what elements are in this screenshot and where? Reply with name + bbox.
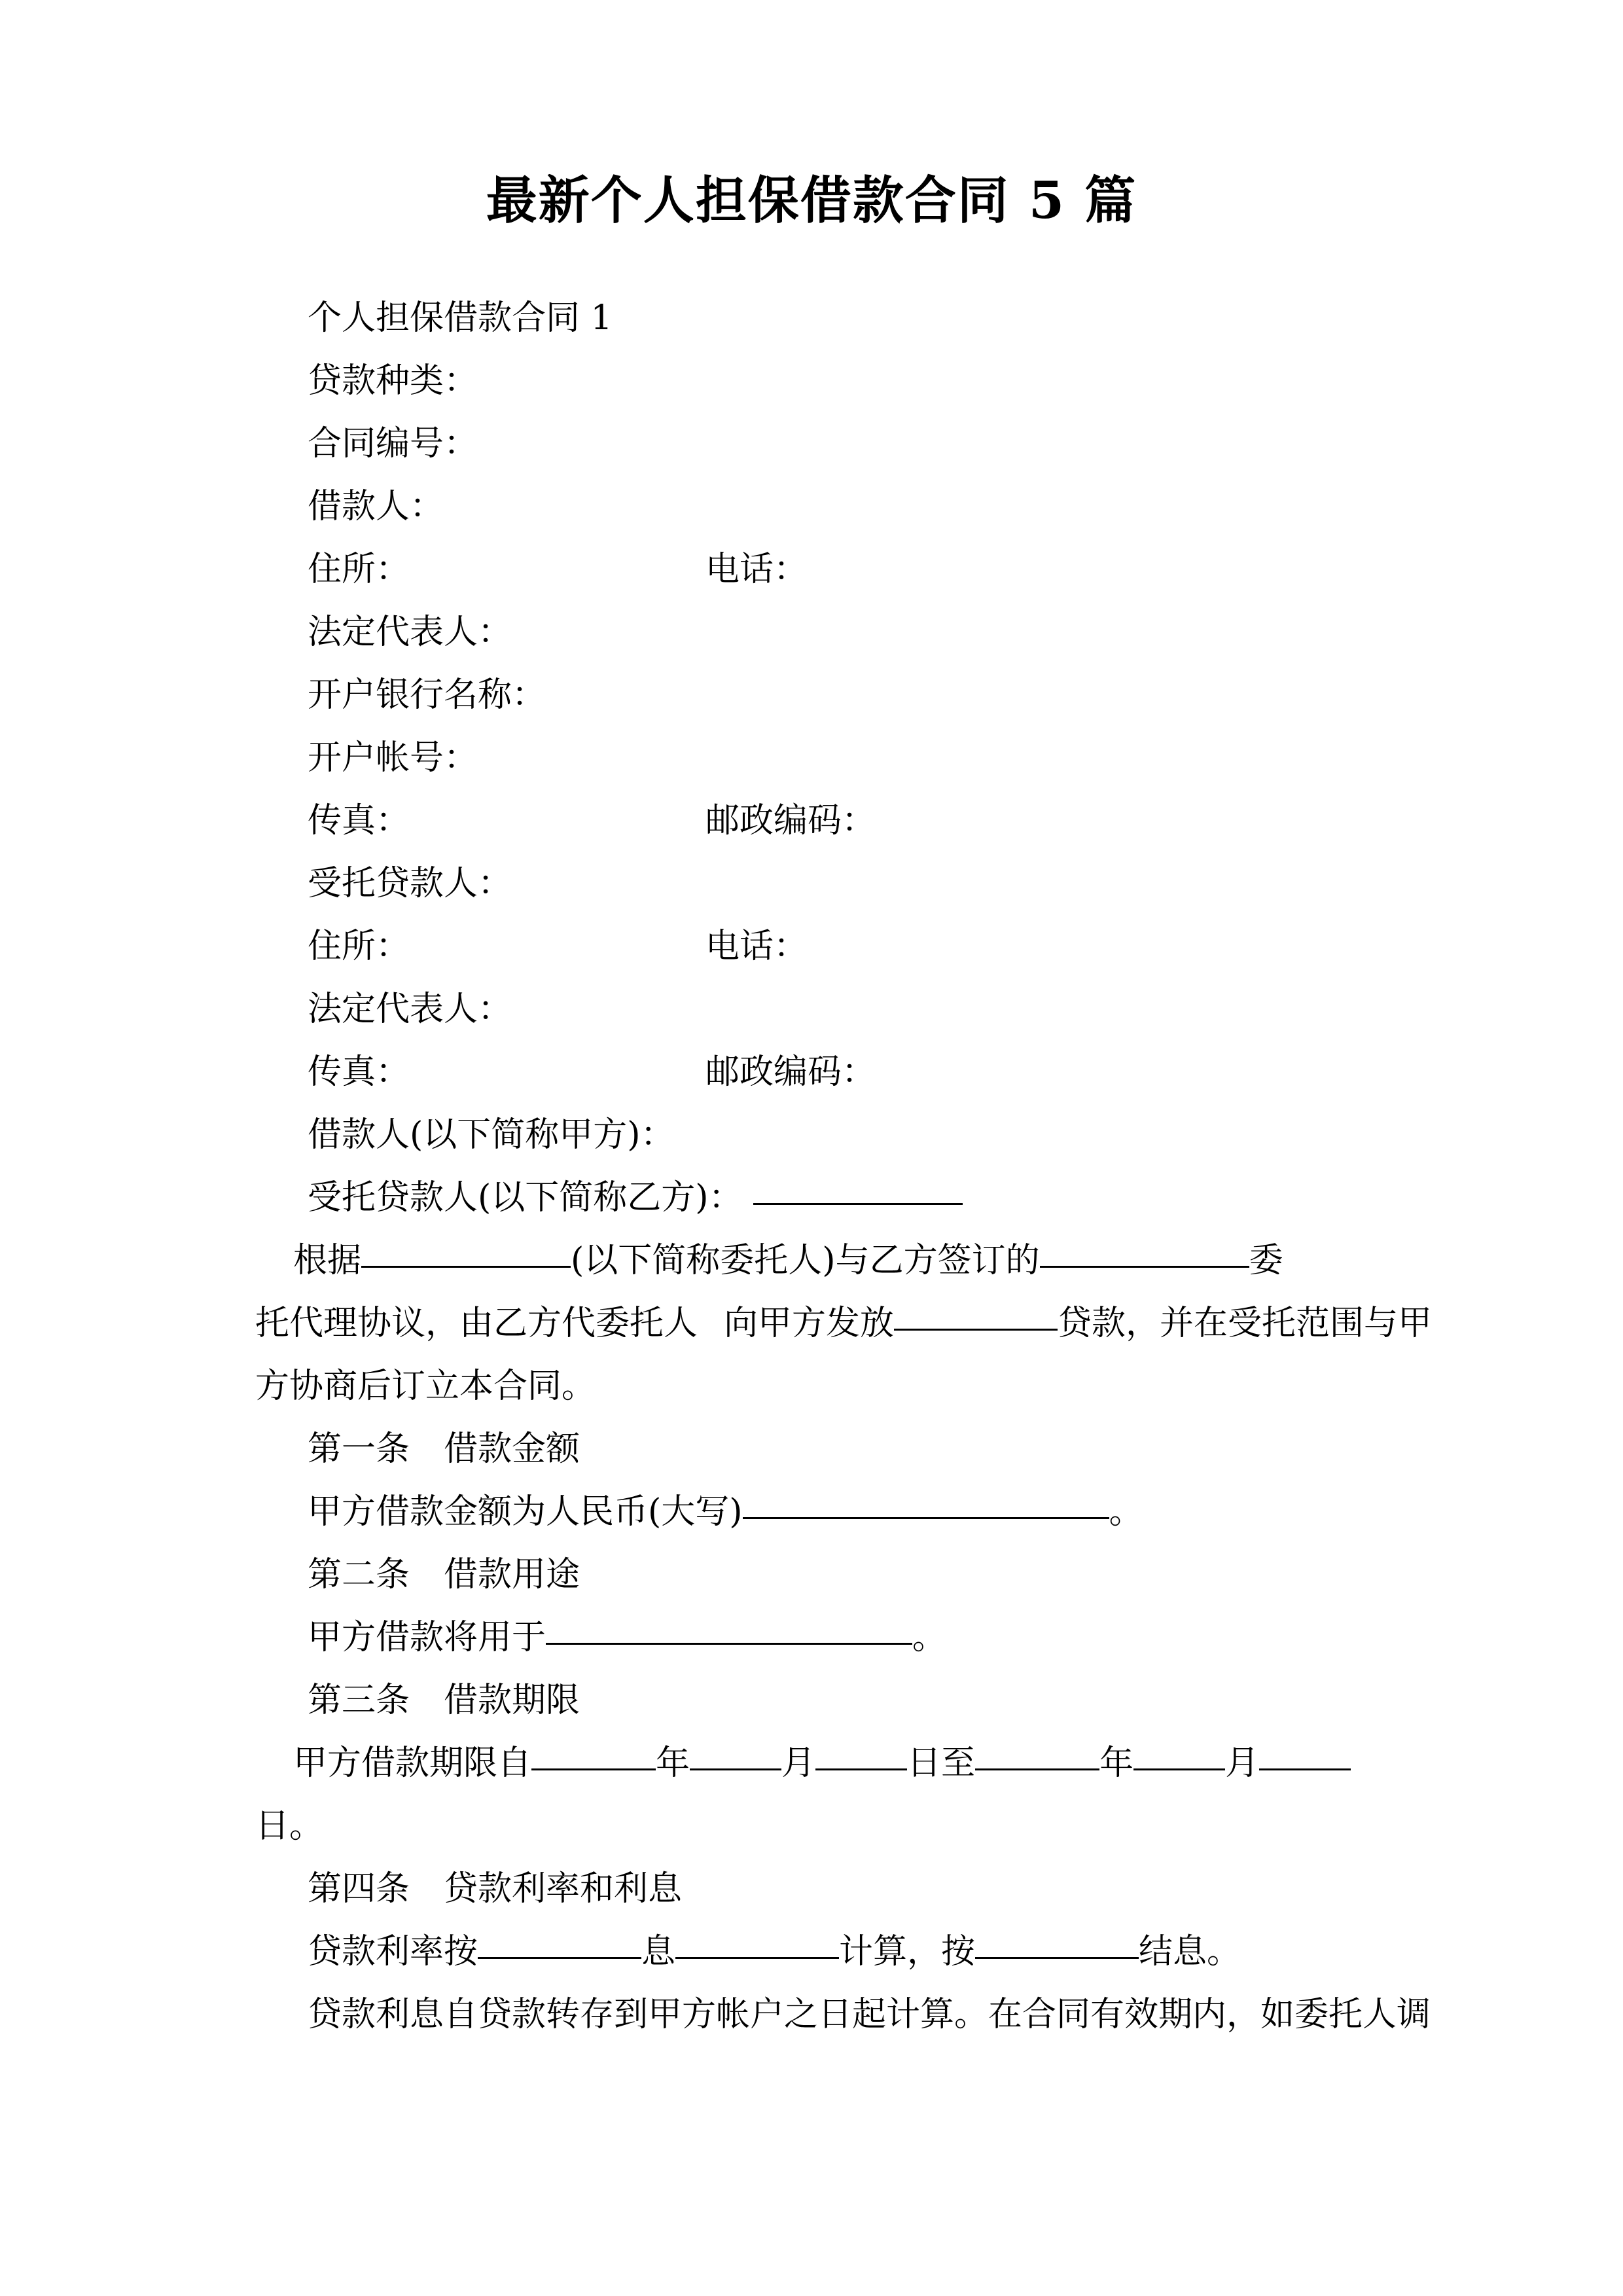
article-2-text-b: 。 — [912, 1618, 947, 1657]
party-b-label: 受托贷款人(以下简称乙方)： — [308, 1178, 743, 1217]
field-legal-representative-2 — [255, 978, 1387, 1041]
article-4-heading-text: 第四条 贷款利率和利息 — [308, 1869, 683, 1909]
article-4-text-b: 息 — [641, 1932, 676, 1971]
field-address-phone-row — [255, 538, 1387, 601]
party-a-label: 借款人(以下简称甲方)： — [308, 1115, 675, 1155]
preamble-line-2 — [255, 1292, 1433, 1355]
preamble-text-l3: 方协商后订立本合同。 — [255, 1367, 596, 1406]
article-4-text-c: 计算，按 — [839, 1932, 976, 1971]
article-4-text-d: 结息。 — [1139, 1932, 1241, 1971]
article-4-rate-line — [255, 1920, 1387, 1983]
field-bank-name — [255, 664, 1387, 726]
field-borrower — [255, 475, 1387, 538]
preamble-text-l2b: 向甲方发放 — [724, 1304, 895, 1343]
preamble-text-b: (以下简称委托人)与乙方签订的 — [571, 1241, 1040, 1280]
article-1-text-a: 甲方借款金额为人民币(大写) — [308, 1492, 743, 1532]
party-b-blank[interactable] — [753, 1203, 963, 1205]
postcode-label-2: 邮政编码： — [705, 1052, 876, 1092]
article-3-blank-year-2[interactable] — [975, 1768, 1099, 1770]
article-3-day-1: 日至 — [907, 1744, 976, 1783]
article-3-wrap-text: 日。 — [255, 1806, 324, 1846]
field-bank-account — [255, 726, 1387, 789]
article-1-body — [255, 1480, 1387, 1543]
preamble-blank-2[interactable] — [1040, 1266, 1249, 1268]
article-2-text-a: 甲方借款将用于 — [308, 1618, 546, 1657]
contract-number-label: 合同编号： — [308, 424, 478, 463]
article-3-blank-month-1[interactable] — [690, 1768, 781, 1770]
article-1-heading — [255, 1418, 1387, 1480]
article-4-interest-line — [255, 1983, 1431, 2046]
phone-label: 电话： — [705, 550, 808, 589]
field-entrusted-lender — [255, 852, 1387, 915]
document-subtitle — [255, 287, 1387, 350]
preamble-line-1 — [255, 1229, 1387, 1292]
legal-representative-label-2: 法定代表人： — [308, 990, 512, 1029]
article-1-text-b: 。 — [1109, 1492, 1143, 1532]
article-3-month-2: 月 — [1225, 1744, 1260, 1783]
preamble-text-c: 委 — [1249, 1241, 1283, 1280]
field-fax-postcode-row — [255, 789, 1387, 852]
article-1-blank[interactable] — [743, 1517, 1109, 1519]
page-title: 最新个人担保借款合同 5 篇 — [486, 171, 1137, 230]
article-4-interest-text: 贷款利息自贷款转存到甲方帐户之日起计算。在合同有效期内，如委托人调 — [308, 1995, 1431, 2034]
preamble-blank-1[interactable] — [361, 1266, 571, 1268]
preamble-line-3 — [255, 1355, 1387, 1418]
article-2-heading-text: 第二条 借款用途 — [308, 1555, 580, 1594]
fax-label-2: 传真： — [308, 1052, 410, 1092]
field-legal-representative — [255, 601, 1387, 664]
article-3-blank-month-2[interactable] — [1133, 1768, 1225, 1770]
address-label-2: 住所： — [308, 927, 410, 966]
article-4-blank-3[interactable] — [975, 1957, 1139, 1959]
article-3-month-1: 月 — [781, 1744, 816, 1783]
fax-label: 传真： — [308, 801, 410, 840]
article-3-body — [255, 1732, 1387, 1795]
article-3-heading-text: 第三条 借款期限 — [308, 1681, 580, 1720]
article-3-heading — [255, 1669, 1387, 1732]
article-2-body — [255, 1606, 1387, 1669]
article-3-text-a: 甲方借款期限自 — [293, 1744, 532, 1783]
field-loan-type — [255, 350, 1387, 412]
preamble-text-l2c: 贷款，并在受托范围与甲 — [1058, 1304, 1433, 1343]
phone-label-2: 电话： — [705, 927, 808, 966]
bank-name-label: 开户银行名称： — [308, 675, 546, 715]
borrower-label: 借款人： — [308, 487, 444, 526]
article-3-blank-year-1[interactable] — [531, 1768, 656, 1770]
loan-type-label: 贷款种类： — [308, 361, 478, 401]
article-4-text-a: 贷款利率按 — [308, 1932, 478, 1971]
article-3-body-wrap — [255, 1795, 1387, 1857]
entrusted-lender-label: 受托贷款人： — [308, 864, 512, 903]
field-address-phone-row-2 — [255, 915, 1387, 978]
article-2-blank[interactable] — [546, 1643, 912, 1645]
article-1-heading-text: 第一条 借款金额 — [308, 1429, 580, 1469]
field-party-b — [255, 1166, 1387, 1229]
bank-account-label: 开户帐号： — [308, 738, 478, 778]
field-fax-postcode-row-2 — [255, 1041, 1387, 1103]
subtitle-text: 个人担保借款合同 1 — [308, 298, 613, 338]
preamble-blank-3[interactable] — [894, 1329, 1058, 1331]
field-contract-number — [255, 412, 1387, 475]
preamble-text-a: 根据 — [293, 1241, 362, 1280]
article-2-heading — [255, 1543, 1387, 1606]
article-3-blank-day-1[interactable] — [815, 1768, 907, 1770]
article-4-blank-2[interactable] — [675, 1957, 839, 1959]
legal-representative-label: 法定代表人： — [308, 613, 512, 652]
article-3-year-1: 年 — [656, 1744, 690, 1783]
address-label: 住所： — [308, 550, 410, 589]
article-4-heading — [255, 1857, 1387, 1920]
article-4-blank-1[interactable] — [478, 1957, 641, 1959]
field-party-a — [255, 1103, 1387, 1166]
postcode-label: 邮政编码： — [705, 801, 876, 840]
article-3-blank-day-2[interactable] — [1259, 1768, 1351, 1770]
preamble-text-l2a: 托代理协议，由乙方代委托人 — [255, 1304, 698, 1343]
article-3-year-2: 年 — [1099, 1744, 1134, 1783]
document-body — [255, 287, 1433, 2046]
